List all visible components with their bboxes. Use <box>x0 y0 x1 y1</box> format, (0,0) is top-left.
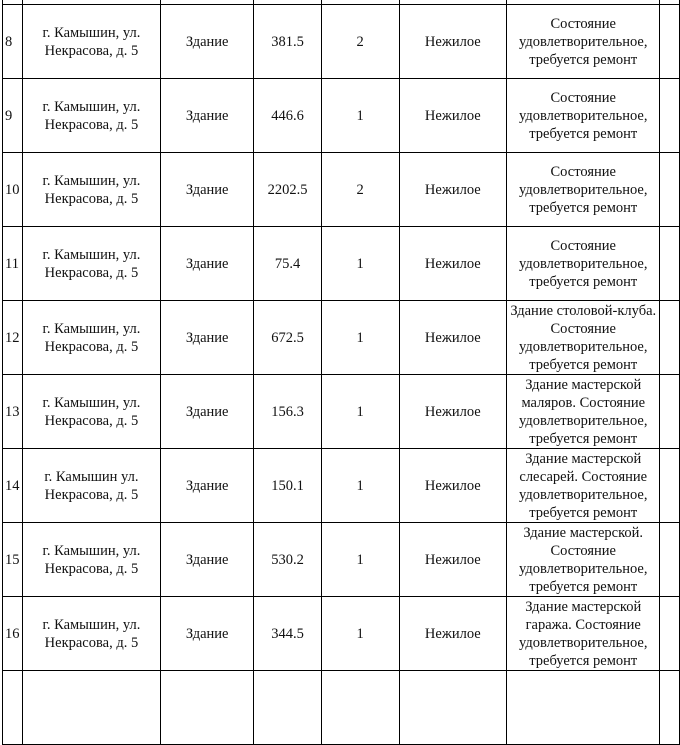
cell-floors: 1 <box>321 375 399 449</box>
cell-type: Здание <box>160 79 254 153</box>
cell-n: 9 <box>3 79 23 153</box>
cell-extra <box>660 597 680 671</box>
cell-address: г. Камышин ул. Некрасова, д. 5 <box>22 449 160 523</box>
cell-area: 672.5 <box>254 301 321 375</box>
cell-area: 150.1 <box>254 449 321 523</box>
cell-state: Состояние удовлетворительное, требуется ремонт <box>507 153 660 227</box>
table-row <box>3 5 680 79</box>
cell-purpose: Нежилое <box>399 5 507 79</box>
cell-address: г. Камышин, ул. Некрасова, д. 5 <box>22 597 160 671</box>
cell-type: Здание <box>160 597 254 671</box>
cell-area: 344.5 <box>254 597 321 671</box>
cell-extra <box>660 375 680 449</box>
cell-extra <box>660 523 680 597</box>
cell-n: 8 <box>3 5 23 79</box>
table-row <box>3 79 680 153</box>
cell-type: Здание <box>160 301 254 375</box>
cell-purpose: Нежилое <box>399 79 507 153</box>
cell-n: 14 <box>3 449 23 523</box>
cell-address: г. Камышин, ул. Некрасова, д. 5 <box>22 5 160 79</box>
cell-state: Здание столовой-клуба. Состояние удовлетворительное, требуется ремонт <box>507 301 660 375</box>
cell-area: 75.4 <box>254 227 321 301</box>
cell-type: Здание <box>160 375 254 449</box>
cell-area: 156.3 <box>254 375 321 449</box>
cell-purpose: Нежилое <box>399 153 507 227</box>
cell-extra <box>660 227 680 301</box>
cell-type: Здание <box>160 5 254 79</box>
cell-type: Здание <box>160 449 254 523</box>
cell-n: 10 <box>3 153 23 227</box>
table-row <box>3 301 680 375</box>
cell-area: 530.2 <box>254 523 321 597</box>
cell-floors: 1 <box>321 301 399 375</box>
cell-floors: 1 <box>321 449 399 523</box>
cell-state: Здание мастерской гаража. Состояние удовлетворительное, требуется ремонт <box>507 597 660 671</box>
cell-address: г. Камышин, ул. Некрасова, д. 5 <box>22 301 160 375</box>
cell-purpose: Нежилое <box>399 301 507 375</box>
cell-type: Здание <box>160 227 254 301</box>
table-row <box>3 523 680 597</box>
cell-area: 381.5 <box>254 5 321 79</box>
table-row <box>3 227 680 301</box>
cell-extra <box>660 5 680 79</box>
cell-n: 13 <box>3 375 23 449</box>
table-row <box>3 375 680 449</box>
cell-purpose: Нежилое <box>399 597 507 671</box>
cell-extra <box>660 301 680 375</box>
table-row <box>3 597 680 671</box>
cell-state: Состояние удовлетворительное, требуется ремонт <box>507 5 660 79</box>
cell-purpose: Нежилое <box>399 449 507 523</box>
cell-extra <box>660 79 680 153</box>
cell-address: г. Камышин, ул. Некрасова, д. 5 <box>22 153 160 227</box>
cell-floors: 2 <box>321 153 399 227</box>
cell-purpose: Нежилое <box>399 227 507 301</box>
table-row <box>3 153 680 227</box>
cell-type: Здание <box>160 153 254 227</box>
cell-purpose: Нежилое <box>399 523 507 597</box>
cell-floors: 1 <box>321 79 399 153</box>
cell-extra <box>660 153 680 227</box>
cell-state: Здание мастерской слесарей. Состояние удовлетворительное, требуется ремонт <box>507 449 660 523</box>
cell-state: Состояние удовлетворительное, требуется ремонт <box>507 227 660 301</box>
cell-address: г. Камышин, ул. Некрасова, д. 5 <box>22 375 160 449</box>
cell-n: 15 <box>3 523 23 597</box>
cell-state: Здание мастерской. Состояние удовлетворительное, требуется ремонт <box>507 523 660 597</box>
cell-state: Здание мастерской маляров. Состояние удовлетворительное, требуется ремонт <box>507 375 660 449</box>
cell-state: Состояние удовлетворительное, требуется ремонт <box>507 79 660 153</box>
cell-floors: 1 <box>321 523 399 597</box>
cell-n: 12 <box>3 301 23 375</box>
cell-area: 2202.5 <box>254 153 321 227</box>
cell-floors: 2 <box>321 5 399 79</box>
cell-extra <box>660 449 680 523</box>
cell-area: 446.6 <box>254 79 321 153</box>
cell-floors: 1 <box>321 597 399 671</box>
cell-type: Здание <box>160 523 254 597</box>
table-row <box>3 449 680 523</box>
cell-floors: 1 <box>321 227 399 301</box>
cell-n: 16 <box>3 597 23 671</box>
cell-n: 11 <box>3 227 23 301</box>
cell-address: г. Камышин, ул. Некрасова, д. 5 <box>22 523 160 597</box>
cell-address: г. Камышин, ул. Некрасова, д. 5 <box>22 227 160 301</box>
cell-address: г. Камышин, ул. Некрасова, д. 5 <box>22 79 160 153</box>
property-table <box>2 0 680 745</box>
cell-purpose: Нежилое <box>399 375 507 449</box>
